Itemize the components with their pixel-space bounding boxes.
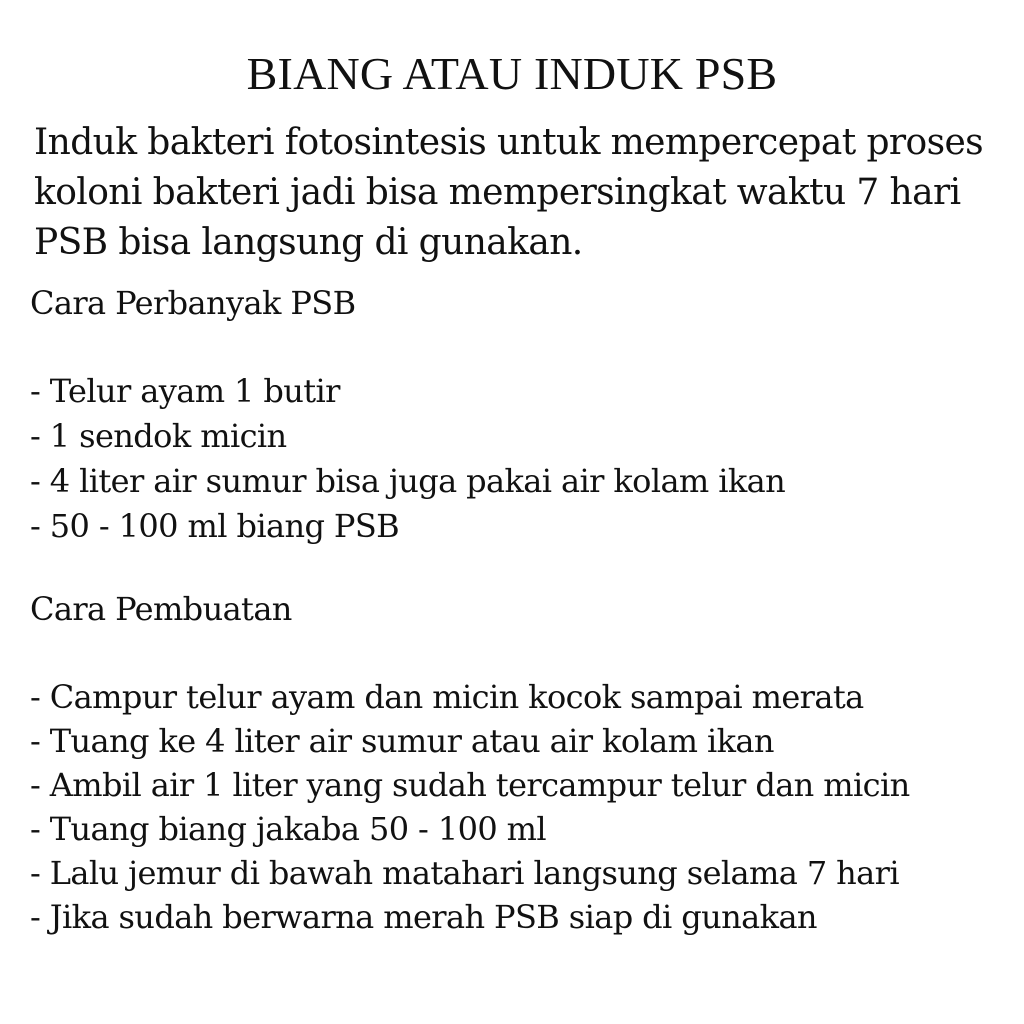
- intro-paragraph: [34, 118, 994, 268]
- list-item: - Tuang ke 4 liter air sumur atau air kolam ikan: [30, 722, 774, 760]
- section-perbanyak: [30, 281, 990, 549]
- section-pembuatan: [30, 587, 990, 939]
- intro-line: koloni bakteri jadi bisa mempersingkat waktu 7 hari: [34, 172, 961, 213]
- list-item: - Tuang biang jakaba 50 - 100 ml: [30, 810, 547, 848]
- list-item: - Ambil air 1 liter yang sudah tercampur telur dan micin: [30, 766, 910, 804]
- steps-list: [30, 675, 990, 939]
- page-title: BIANG ATAU INDUK PSB: [246, 48, 778, 99]
- intro-line: PSB bisa langsung di gunakan.: [34, 222, 583, 263]
- ingredients-list: [30, 369, 990, 549]
- list-item: - Campur telur ayam dan micin kocok sampai merata: [30, 678, 864, 716]
- list-item: - 50 - 100 ml biang PSB: [30, 507, 400, 545]
- list-item: - Telur ayam 1 butir: [30, 372, 340, 410]
- intro-line: Induk bakteri fotosintesis untuk mempercepat proses: [34, 122, 984, 163]
- list-item: - 1 sendok micin: [30, 417, 287, 455]
- section-heading-pembuatan: Cara Pembuatan: [30, 590, 292, 628]
- section-heading-perbanyak: Cara Perbanyak PSB: [30, 284, 356, 322]
- list-item: - Lalu jemur di bawah matahari langsung selama 7 hari: [30, 854, 899, 892]
- list-item: - Jika sudah berwarna merah PSB siap di gunakan: [30, 898, 817, 936]
- list-item: - 4 liter air sumur bisa juga pakai air kolam ikan: [30, 462, 786, 500]
